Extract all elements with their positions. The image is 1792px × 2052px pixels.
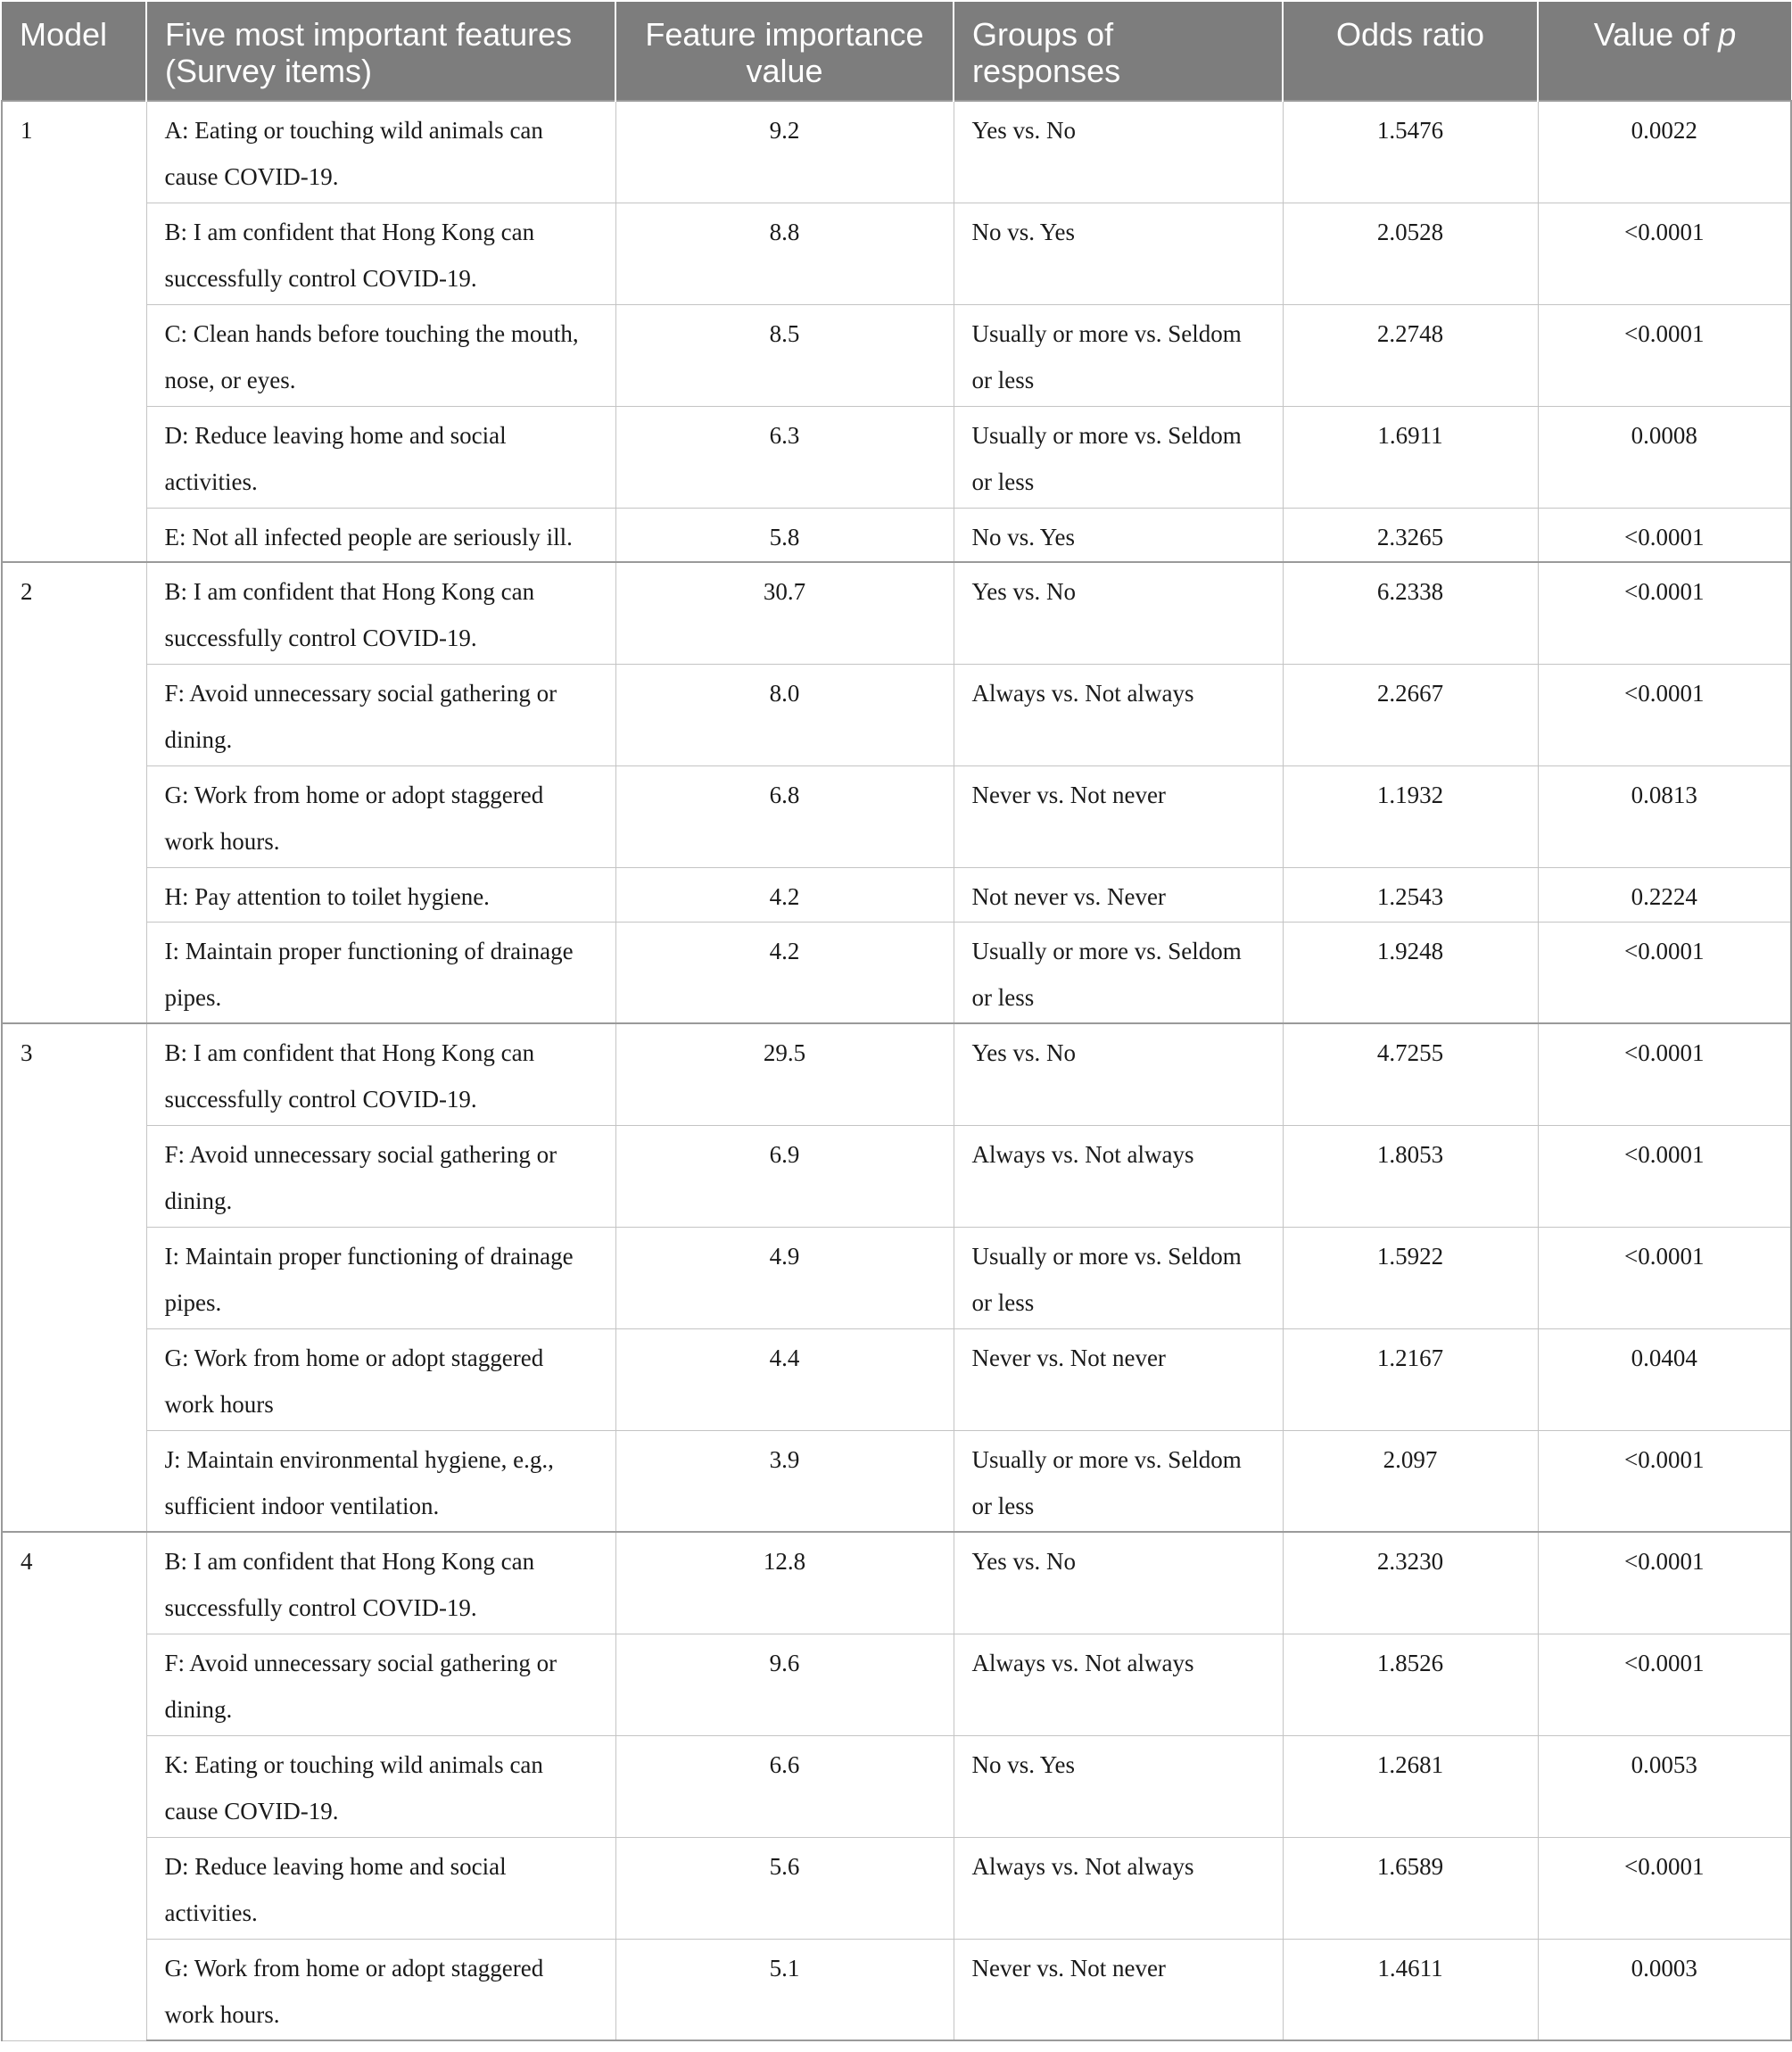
odds-ratio-cell: 1.2681 <box>1283 1735 1538 1837</box>
p-value-cell: 0.0022 <box>1538 101 1791 203</box>
header-p-prefix: Value of <box>1593 16 1719 53</box>
importance-value-cell: 5.1 <box>615 1939 954 2040</box>
feature-cell: F: Avoid unnecessary social gathering or dining. <box>146 664 615 765</box>
header-features: Five most important features (Survey items) <box>146 2 615 101</box>
response-groups-cell: Usually or more vs. Seldom or less <box>954 304 1283 406</box>
odds-ratio-cell: 1.5922 <box>1283 1227 1538 1328</box>
table-row <box>2 203 1791 304</box>
importance-value-cell: 30.7 <box>615 562 954 664</box>
p-value-cell: <0.0001 <box>1538 203 1791 304</box>
importance-value-cell: 8.5 <box>615 304 954 406</box>
feature-cell: E: Not all infected people are seriously ill. <box>146 508 615 562</box>
feature-cell: G: Work from home or adopt staggered work hours <box>146 1328 615 1430</box>
model-number-cell: 3 <box>2 1023 146 1532</box>
importance-value-cell: 3.9 <box>615 1430 954 1532</box>
feature-cell: F: Avoid unnecessary social gathering or dining. <box>146 1634 615 1735</box>
response-groups-cell: Yes vs. No <box>954 1023 1283 1125</box>
odds-ratio-cell: 1.2543 <box>1283 867 1538 922</box>
p-value-cell: <0.0001 <box>1538 922 1791 1023</box>
table-row <box>2 1023 1791 1125</box>
p-value-cell: 0.0003 <box>1538 1939 1791 2040</box>
p-value-cell: <0.0001 <box>1538 1634 1791 1735</box>
feature-cell: H: Pay attention to toilet hygiene. <box>146 867 615 922</box>
importance-value-cell: 4.4 <box>615 1328 954 1430</box>
p-value-cell: <0.0001 <box>1538 304 1791 406</box>
odds-ratio-cell: 1.5476 <box>1283 101 1538 203</box>
p-value-cell: <0.0001 <box>1538 1430 1791 1532</box>
importance-value-cell: 6.3 <box>615 406 954 508</box>
response-groups-cell: Usually or more vs. Seldom or less <box>954 1430 1283 1532</box>
table-row <box>2 1939 1791 2040</box>
importance-value-cell: 8.0 <box>615 664 954 765</box>
importance-value-cell: 4.2 <box>615 867 954 922</box>
importance-value-cell: 6.8 <box>615 765 954 867</box>
odds-ratio-cell: 1.1932 <box>1283 765 1538 867</box>
response-groups-cell: Always vs. Not always <box>954 1837 1283 1939</box>
feature-importance-table <box>1 2 1792 2041</box>
table-row <box>2 1328 1791 1430</box>
response-groups-cell: No vs. Yes <box>954 203 1283 304</box>
importance-value-cell: 12.8 <box>615 1532 954 1634</box>
feature-cell: A: Eating or touching wild animals can cause COVID-19. <box>146 101 615 203</box>
response-groups-cell: Yes vs. No <box>954 1532 1283 1634</box>
table-row <box>2 508 1791 562</box>
odds-ratio-cell: 1.9248 <box>1283 922 1538 1023</box>
response-groups-cell: No vs. Yes <box>954 1735 1283 1837</box>
model-number-cell: 1 <box>2 101 146 562</box>
table-row <box>2 1735 1791 1837</box>
odds-ratio-cell: 1.6911 <box>1283 406 1538 508</box>
header-model: Model <box>2 2 146 101</box>
table-row <box>2 664 1791 765</box>
feature-cell: D: Reduce leaving home and social activities. <box>146 406 615 508</box>
response-groups-cell: Always vs. Not always <box>954 1634 1283 1735</box>
odds-ratio-cell: 2.3265 <box>1283 508 1538 562</box>
feature-cell: D: Reduce leaving home and social activities. <box>146 1837 615 1939</box>
response-groups-cell: Usually or more vs. Seldom or less <box>954 922 1283 1023</box>
odds-ratio-cell: 4.7255 <box>1283 1023 1538 1125</box>
p-value-cell: 0.0008 <box>1538 406 1791 508</box>
feature-cell: G: Work from home or adopt staggered work hours. <box>146 1939 615 2040</box>
importance-value-cell: 9.6 <box>615 1634 954 1735</box>
table-row <box>2 1227 1791 1328</box>
p-value-cell: <0.0001 <box>1538 508 1791 562</box>
table-row <box>2 1634 1791 1735</box>
response-groups-cell: Not never vs. Never <box>954 867 1283 922</box>
odds-ratio-cell: 2.0528 <box>1283 203 1538 304</box>
table-row <box>2 922 1791 1023</box>
response-groups-cell: Always vs. Not always <box>954 1125 1283 1227</box>
p-value-cell: <0.0001 <box>1538 1125 1791 1227</box>
table-row <box>2 562 1791 664</box>
p-value-cell: <0.0001 <box>1538 562 1791 664</box>
importance-value-cell: 9.2 <box>615 101 954 203</box>
table-row <box>2 101 1791 203</box>
header-odds: Odds ratio <box>1283 2 1538 101</box>
odds-ratio-cell: 1.8526 <box>1283 1634 1538 1735</box>
p-value-cell: <0.0001 <box>1538 1023 1791 1125</box>
table-body <box>2 101 1791 2040</box>
response-groups-cell: Yes vs. No <box>954 562 1283 664</box>
response-groups-cell: Usually or more vs. Seldom or less <box>954 406 1283 508</box>
odds-ratio-cell: 1.6589 <box>1283 1837 1538 1939</box>
feature-cell: I: Maintain proper functioning of drainage pipes. <box>146 922 615 1023</box>
feature-cell: G: Work from home or adopt staggered work hours. <box>146 765 615 867</box>
table-row <box>2 1430 1791 1532</box>
table-row <box>2 1532 1791 1634</box>
feature-cell: I: Maintain proper functioning of drainage pipes. <box>146 1227 615 1328</box>
feature-cell: J: Maintain environmental hygiene, e.g., sufficient indoor ventilation. <box>146 1430 615 1532</box>
importance-value-cell: 6.6 <box>615 1735 954 1837</box>
header-row <box>2 2 1791 101</box>
importance-value-cell: 5.8 <box>615 508 954 562</box>
odds-ratio-cell: 2.2667 <box>1283 664 1538 765</box>
importance-value-cell: 4.9 <box>615 1227 954 1328</box>
response-groups-cell: Never vs. Not never <box>954 1939 1283 2040</box>
response-groups-cell: No vs. Yes <box>954 508 1283 562</box>
p-value-cell: 0.0813 <box>1538 765 1791 867</box>
feature-cell: K: Eating or touching wild animals can cause COVID-19. <box>146 1735 615 1837</box>
p-value-cell: <0.0001 <box>1538 664 1791 765</box>
importance-value-cell: 29.5 <box>615 1023 954 1125</box>
odds-ratio-cell: 2.3230 <box>1283 1532 1538 1634</box>
header-p-value <box>1538 2 1791 101</box>
response-groups-cell: Always vs. Not always <box>954 664 1283 765</box>
header-importance: Feature importance value <box>615 2 954 101</box>
response-groups-cell: Never vs. Not never <box>954 1328 1283 1430</box>
odds-ratio-cell: 1.4611 <box>1283 1939 1538 2040</box>
feature-cell: B: I am confident that Hong Kong can successfully control COVID-19. <box>146 203 615 304</box>
importance-value-cell: 4.2 <box>615 922 954 1023</box>
response-groups-cell: Never vs. Not never <box>954 765 1283 867</box>
table-row <box>2 1837 1791 1939</box>
p-value-cell: 0.2224 <box>1538 867 1791 922</box>
importance-value-cell: 5.6 <box>615 1837 954 1939</box>
header-groups: Groups of responses <box>954 2 1283 101</box>
p-value-cell: <0.0001 <box>1538 1532 1791 1634</box>
feature-cell: F: Avoid unnecessary social gathering or dining. <box>146 1125 615 1227</box>
odds-ratio-cell: 2.097 <box>1283 1430 1538 1532</box>
odds-ratio-cell: 6.2338 <box>1283 562 1538 664</box>
feature-cell: B: I am confident that Hong Kong can successfully control COVID-19. <box>146 1023 615 1125</box>
odds-ratio-cell: 1.2167 <box>1283 1328 1538 1430</box>
response-groups-cell: Yes vs. No <box>954 101 1283 203</box>
importance-value-cell: 6.9 <box>615 1125 954 1227</box>
table-row <box>2 406 1791 508</box>
feature-cell: B: I am confident that Hong Kong can successfully control COVID-19. <box>146 562 615 664</box>
p-value-cell: 0.0404 <box>1538 1328 1791 1430</box>
model-number-cell: 2 <box>2 562 146 1023</box>
feature-cell: B: I am confident that Hong Kong can successfully control COVID-19. <box>146 1532 615 1634</box>
p-value-cell: <0.0001 <box>1538 1837 1791 1939</box>
p-value-cell: <0.0001 <box>1538 1227 1791 1328</box>
p-value-cell: 0.0053 <box>1538 1735 1791 1837</box>
table-row <box>2 867 1791 922</box>
feature-cell: C: Clean hands before touching the mouth, nose, or eyes. <box>146 304 615 406</box>
table-row <box>2 765 1791 867</box>
importance-value-cell: 8.8 <box>615 203 954 304</box>
odds-ratio-cell: 1.8053 <box>1283 1125 1538 1227</box>
table-row <box>2 304 1791 406</box>
header-p-italic: p <box>1718 16 1737 53</box>
odds-ratio-cell: 2.2748 <box>1283 304 1538 406</box>
model-number-cell: 4 <box>2 1532 146 2040</box>
table-row <box>2 1125 1791 1227</box>
response-groups-cell: Usually or more vs. Seldom or less <box>954 1227 1283 1328</box>
